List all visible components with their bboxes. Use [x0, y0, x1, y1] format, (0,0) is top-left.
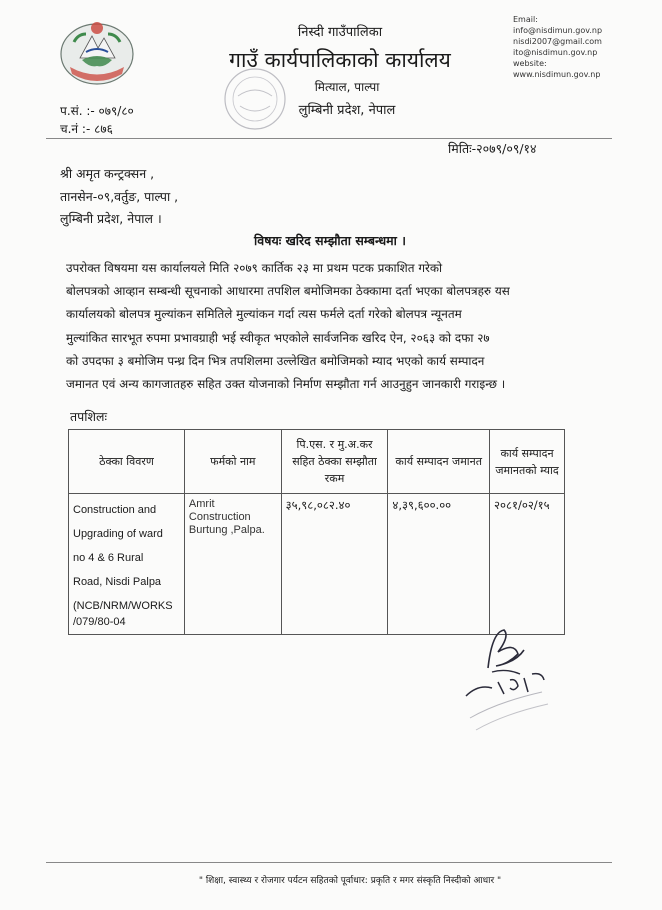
contract-line: no 4 & 6 Rural	[73, 552, 144, 564]
municipality-name: निस्दी गाउँपालिका	[297, 25, 383, 40]
body-line: उपरोक्त विषयमा यस कार्यालयले मिति २०७९ कार्तिक २३ मा प्रथम पटक प्रकाशित गरेको	[66, 261, 443, 275]
header-contract-description: ठेक्का विवरण	[69, 430, 185, 494]
letter-subject: विषयः खरिद सम्झौता सम्बन्धमा ।	[254, 233, 406, 248]
header-divider	[46, 138, 612, 139]
body-line: को उपदफा ३ बमोजिम पन्ध्र दिन भित्र तपशिलमा उल्लेखित बमोजिमको म्याद भएको कार्य सम्पादन	[66, 353, 485, 368]
firm-line: Burtung ,Palpa.	[188, 524, 265, 536]
office-title: गाउँ कार्यपालिकाको कार्यालय	[229, 48, 451, 72]
header-guarantee-validity: कार्य सम्पादन जमानतको म्याद	[490, 430, 565, 494]
nepal-emblem-icon	[52, 12, 142, 88]
office-province: लुम्बिनी प्रदेश, नेपाल	[298, 103, 396, 118]
contract-details-table	[68, 429, 565, 635]
body-line: बोलपत्रको आव्हान सम्बन्धी सूचनाको आधारमा तपशिल बमोजिमका ठेक्कामा दर्ता भएका बोलपत्रहरु यस	[66, 284, 510, 299]
office-location: मित्याल, पाल्पा	[314, 80, 380, 94]
footer-divider	[46, 862, 612, 863]
contact-email-label: Email:	[513, 15, 538, 24]
dispatch-number: च.नं :- ८७६	[60, 122, 113, 136]
recipient-line-3: लुम्बिनी प्रदेश, नेपाल ।	[60, 211, 162, 226]
office-stamp-icon	[222, 66, 288, 132]
footer-motto: " शिक्षा, स्वास्थ्य र रोजगार पर्यटन सहितको पूर्वाधार: प्रकृति र मगर संस्कृति निस्दीको आधार "	[198, 876, 502, 886]
table-row	[69, 494, 565, 635]
details-label: तपशिलः	[70, 409, 107, 424]
cell-contract-amount: ३५,९८,०८२.४०	[281, 494, 388, 635]
cell-contract-description	[69, 494, 185, 635]
cell-firm-name	[184, 494, 281, 635]
firm-line: Amrit	[188, 498, 215, 510]
letter-body	[66, 257, 606, 396]
body-line: जमानत एवं अन्य कागजातहरु सहित उक्त योजनाको निर्माण सम्झौता गर्न आउनुहुन जानकारी गराइन्छ ।	[66, 377, 506, 392]
body-line: मुल्यांकित सारभूत रुपमा प्रभावग्राही भई स्वीकृत भएकोले सार्वजनिक खरिद ऐन, २०६३ को दफा २७	[66, 330, 490, 345]
header-performance-guarantee: कार्य सम्पादन जमानत	[388, 430, 490, 494]
contract-line: Upgrading of ward	[73, 528, 163, 540]
header-firm-name: फर्मको नाम	[184, 430, 281, 494]
contact-website: www.nisdimun.gov.np	[513, 70, 601, 79]
recipient-line-1: श्री अमृत कन्ट्रक्सन ,	[60, 166, 155, 181]
firm-line: Construction	[188, 511, 251, 523]
contract-line: /079/80-04	[73, 616, 126, 628]
contract-line: (NCB/NRM/WORKS	[73, 600, 173, 612]
header-contract-amount: पि.एस. र मु.अ.कर सहित ठेक्का सम्झौता रकम	[281, 430, 388, 494]
recipient-line-2: तानसेन-०९,वर्तुङ, पाल्पा ,	[60, 189, 179, 204]
cell-performance-guarantee: ४,३९,६००.००	[388, 494, 490, 635]
signature-icon	[458, 622, 558, 734]
contact-email-1: info@nisdimun.gov.np	[513, 26, 603, 35]
contact-website-label: website:	[513, 59, 547, 68]
contact-block	[513, 14, 602, 80]
contract-line: Construction and	[73, 504, 157, 516]
contract-line: Road, Nisdi Palpa	[73, 576, 162, 588]
letter-date: मितिः-२०७९/०९/१४	[448, 141, 537, 156]
contact-email-3: ito@nisdimun.gov.np	[513, 48, 598, 57]
cell-guarantee-validity: २०८१/०२/१५	[490, 494, 565, 635]
letter-number: प.सं. :- ०७९/८०	[60, 104, 134, 118]
table-header-row	[69, 430, 565, 494]
contact-email-2: nisdi2007@gmail.com	[513, 37, 602, 46]
body-line: कार्यालयको बोलपत्र मुल्यांकन समितिले मुल्यांकन गर्दा त्यस फर्मले दर्ता गरेको बोलपत्र न्यूनतम	[66, 307, 462, 322]
